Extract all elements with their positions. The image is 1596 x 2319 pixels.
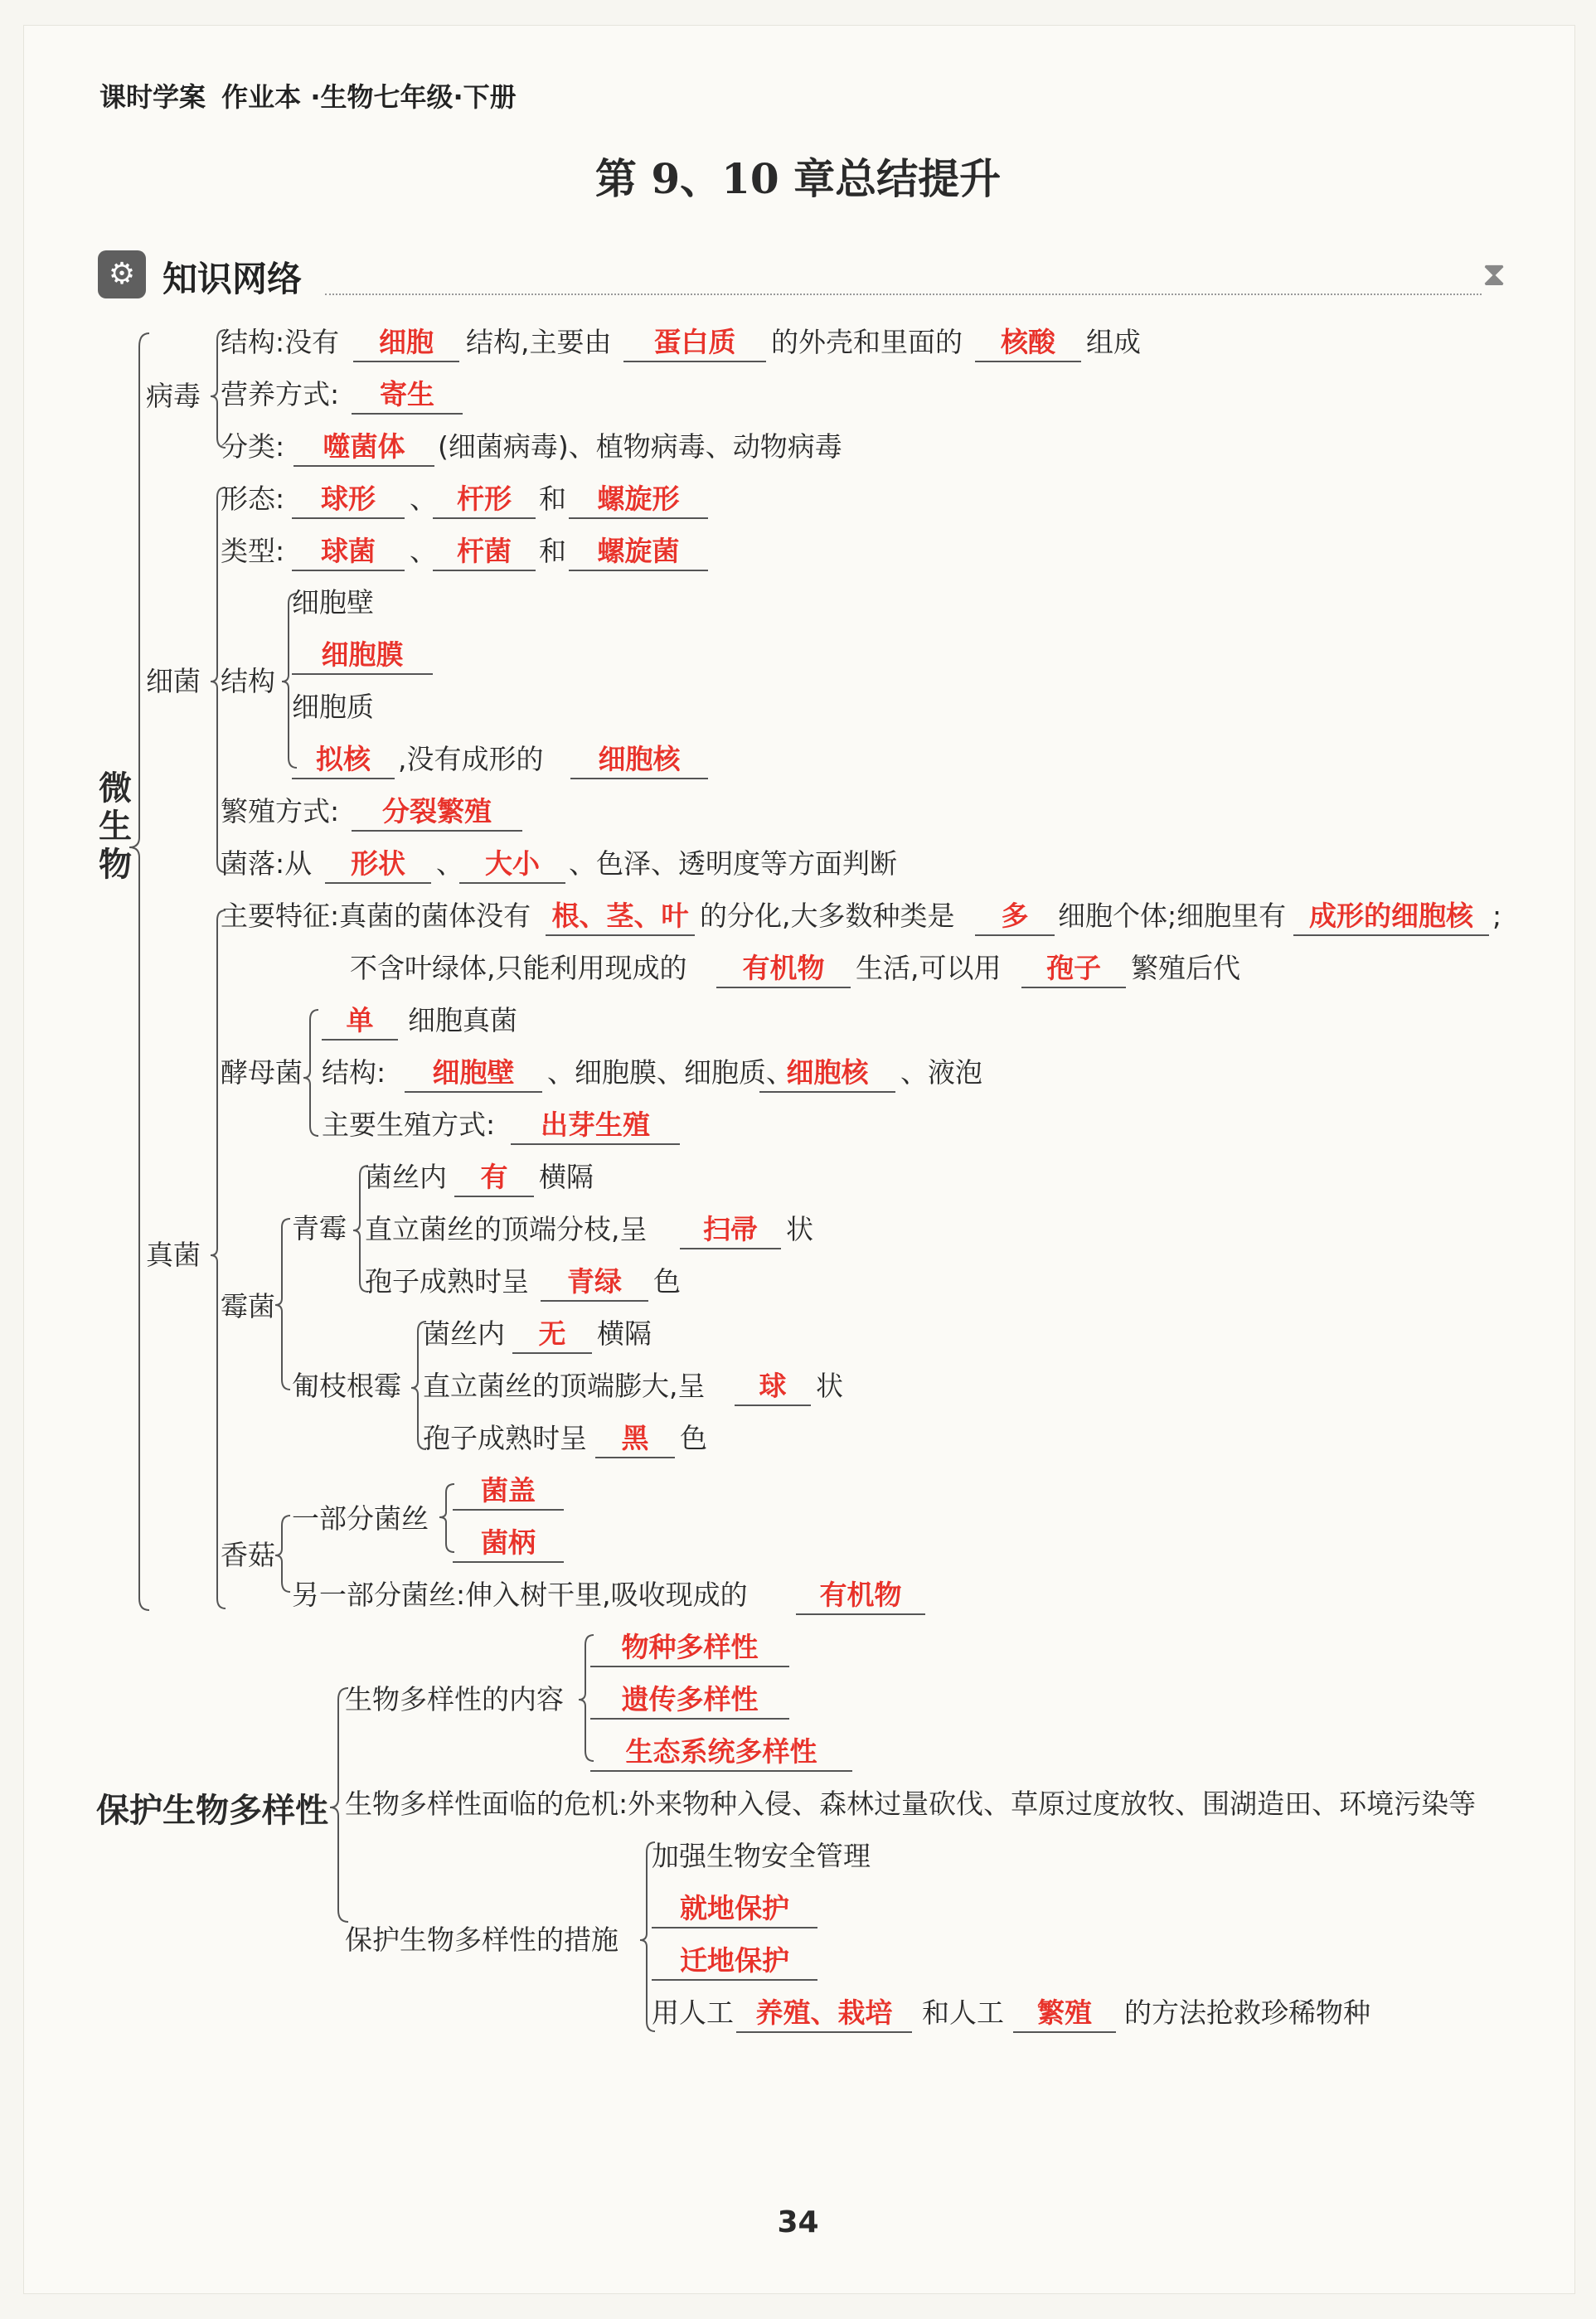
- virus-nutrition-blank: [352, 378, 463, 415]
- virus-structure-row: [221, 326, 339, 359]
- answer: 黑: [621, 1422, 649, 1454]
- microbe-label: 微生物: [99, 769, 132, 884]
- biodiversity-label: 保护生物多样性: [96, 1791, 328, 1830]
- answer: 物种多样性: [621, 1631, 759, 1663]
- page-title: 第 9、10 章总结提升: [594, 154, 1002, 203]
- text: 结构:: [322, 1056, 386, 1089]
- bio-content-blank2: [590, 1683, 789, 1720]
- virus-classify-blank: [293, 430, 434, 467]
- text: 菌丝内: [423, 1317, 505, 1350]
- text: 直立菌丝的顶端分枝,呈: [365, 1213, 648, 1245]
- shape-blank1: [292, 483, 405, 519]
- answer: 遗传多样性: [621, 1683, 759, 1715]
- answer: 细胞: [379, 326, 434, 358]
- yeast-label: 酵母菌: [221, 1056, 303, 1089]
- pen-top-blank: [680, 1213, 781, 1249]
- text: 直立菌丝的顶端膨大,呈: [423, 1370, 706, 1402]
- bracket-micro: [129, 333, 149, 1610]
- fungi-main-blank3: [1293, 900, 1489, 936]
- text: 、: [436, 847, 463, 880]
- bio-content-blank3: [590, 1735, 852, 1772]
- text: 主要特征:真菌的菌体没有: [221, 900, 531, 932]
- fungi-main-blank1: [546, 900, 695, 936]
- answer: 细胞核: [598, 743, 681, 775]
- answer: 多: [1001, 900, 1029, 932]
- answer: 成形的细胞核: [1309, 900, 1473, 932]
- type-blank2: [433, 535, 536, 571]
- text: 、液泡: [900, 1056, 982, 1089]
- nucleus-blank: [570, 743, 708, 779]
- measure3-blank1: [736, 1996, 912, 2033]
- answer: 噬菌体: [323, 430, 405, 463]
- answer: 蛋白质: [653, 326, 736, 358]
- fungi-main2-blank1: [716, 952, 851, 988]
- answer: 青绿: [567, 1265, 622, 1298]
- answer: 寄生: [380, 378, 434, 410]
- stalk-blank: [453, 1526, 564, 1563]
- answer: 菌盖: [481, 1474, 536, 1506]
- answer: 球形: [321, 483, 376, 515]
- answer: 迁地保护: [680, 1944, 789, 1977]
- text: 不含叶绿体,只能利用现成的: [350, 952, 687, 984]
- text: ,没有成形的: [398, 743, 544, 775]
- answer: 生态系统多样性: [625, 1735, 817, 1768]
- repro-blank: [352, 795, 522, 832]
- text: 和人工: [922, 1996, 1004, 2029]
- measure3-blank2: [1013, 1996, 1116, 2033]
- bracket-yeast: [303, 1010, 318, 1136]
- bracket-bacteria-structure: [282, 594, 297, 768]
- text: 营养方式:: [221, 378, 340, 410]
- text: 结构:没有: [221, 326, 340, 358]
- text: 、细胞膜、细胞质、: [547, 1056, 793, 1089]
- answer: 养殖、栽培: [755, 1996, 893, 2029]
- measure-blank2: [652, 1944, 817, 1981]
- text: 横隔: [597, 1317, 652, 1350]
- bio-measures-label: 保护生物多样性的措施: [345, 1924, 619, 1956]
- text: 类型:: [221, 535, 285, 567]
- answer: 球: [759, 1370, 787, 1402]
- shape-blank2: [433, 483, 536, 519]
- answer: 形状: [351, 847, 405, 880]
- virus-structure-blank1: [353, 326, 459, 362]
- cap-blank: [453, 1474, 564, 1511]
- page-number: 34: [777, 2205, 819, 2239]
- yeast-repro-blank: [511, 1109, 680, 1145]
- virus-structure-blank3: [975, 326, 1081, 362]
- bio-content-blank1: [590, 1631, 789, 1667]
- bio-crisis: 生物多样性面临的危机:外来物种入侵、森林过量砍伐、草原过度放牧、围湖造田、环境污染等: [345, 1788, 1477, 1820]
- text: 孢子成熟时呈: [365, 1265, 529, 1298]
- nucleoid-blank: [292, 743, 395, 779]
- text: 分类:: [221, 430, 285, 463]
- mold-label: 霉菌: [221, 1290, 275, 1322]
- text: 、: [410, 483, 437, 515]
- type-blank3: [569, 535, 708, 571]
- text: 状: [816, 1370, 843, 1402]
- text: 菌丝内: [365, 1161, 447, 1193]
- answer: 螺旋形: [597, 483, 680, 515]
- answer: 螺旋菌: [597, 535, 680, 567]
- answer: 核酸: [1001, 326, 1055, 358]
- yeast-single-blank: [322, 1004, 398, 1041]
- text: 繁殖后代: [1131, 952, 1240, 984]
- bio-content-label: 生物多样性的内容: [345, 1683, 564, 1715]
- text: 色: [680, 1422, 707, 1454]
- text: 、色泽、透明度等方面判断: [569, 847, 897, 880]
- text: 形态:: [221, 483, 285, 515]
- bracket-mold: [275, 1219, 290, 1390]
- rhizopus-label: 匍枝根霉: [292, 1370, 401, 1402]
- answer: 拟核: [316, 743, 371, 775]
- answer: 菌柄: [481, 1526, 536, 1559]
- bacteria-label: 细菌: [146, 665, 201, 697]
- rhi-hypha-blank: [512, 1317, 592, 1354]
- mushroom-part-label: 一部分菌丝: [292, 1502, 429, 1535]
- text: 另一部分菌丝:伸入树干里,吸收现成的: [292, 1579, 748, 1611]
- text: 生活,可以用: [856, 952, 1002, 984]
- answer: 细胞膜: [321, 638, 404, 671]
- answer: 单: [346, 1004, 374, 1036]
- answer: 就地保护: [680, 1892, 789, 1924]
- text: 的外壳和里面的: [771, 326, 963, 358]
- fungi-main2-blank2: [1021, 952, 1126, 988]
- text: (细菌病毒)、植物病毒、动物病毒: [438, 430, 842, 463]
- gear-icon: ⚙: [98, 250, 146, 298]
- bio-measure-0: 加强生物安全管理: [652, 1840, 871, 1872]
- bracket-fungi: [211, 910, 226, 1608]
- text: 和: [539, 483, 566, 515]
- pen-hypha-blank: [454, 1161, 534, 1197]
- answer: 细胞壁: [432, 1056, 515, 1089]
- cell-wall: 细胞壁: [292, 586, 374, 619]
- answer: 扫帚: [703, 1213, 758, 1245]
- answer: 杆菌: [457, 535, 512, 567]
- text: 的方法抢救珍稀物种: [1124, 1996, 1370, 2029]
- measure-blank1: [652, 1892, 817, 1928]
- rhi-top-blank: [735, 1370, 811, 1406]
- answer: 杆形: [457, 483, 512, 515]
- answer: 繁殖: [1037, 1996, 1092, 2029]
- type-blank1: [292, 535, 405, 571]
- text: 繁殖方式:: [221, 795, 340, 827]
- subject-name: ·生物七年级·下册: [310, 81, 517, 113]
- text: 色: [653, 1265, 681, 1298]
- rhi-spore-blank: [595, 1422, 675, 1458]
- text: 的分化,大多数种类是: [700, 900, 955, 932]
- section-title: 知识网络: [163, 259, 303, 299]
- text: 结构,主要由: [466, 326, 612, 358]
- text: 状: [786, 1213, 813, 1245]
- answer: 根、茎、叶: [551, 900, 689, 932]
- shape-blank3: [569, 483, 708, 519]
- virus-label: 病毒: [146, 380, 201, 412]
- text: 孢子成熟时呈: [423, 1422, 587, 1454]
- bracket-mushroom: [275, 1516, 290, 1592]
- text: 菌落:从: [221, 847, 313, 880]
- text: 主要生殖方式:: [322, 1109, 496, 1141]
- cytoplasm: 细胞质: [292, 691, 374, 723]
- bacteria-structure-label: 结构: [221, 665, 275, 697]
- penicillium-label: 青霉: [292, 1212, 347, 1244]
- answer: 无: [538, 1317, 566, 1350]
- fungi-main-blank2: [975, 900, 1055, 936]
- answer: 细胞核: [786, 1056, 869, 1089]
- answer: 有机物: [742, 952, 825, 984]
- mushroom-label: 香菇: [221, 1539, 275, 1571]
- answer: 出芽生殖: [541, 1109, 650, 1141]
- text: 细胞真菌: [408, 1004, 517, 1036]
- series-name: 课时学案: [99, 81, 206, 113]
- answer: 孢子: [1046, 952, 1101, 984]
- answer: 有机物: [819, 1579, 902, 1611]
- colony-blank1: [325, 847, 431, 884]
- membrane-blank: [292, 638, 433, 675]
- text: 组成: [1086, 326, 1141, 358]
- answer: 球菌: [321, 535, 376, 567]
- hourglass-icon: ⧗: [1482, 255, 1506, 294]
- mushroom-organic-blank: [796, 1579, 925, 1615]
- text: 细胞个体;细胞里有: [1058, 900, 1287, 932]
- text: 和: [539, 535, 566, 567]
- yeast-structure-blank1: [405, 1056, 542, 1093]
- virus-structure-blank2: [623, 326, 766, 362]
- pen-spore-blank: [541, 1265, 648, 1302]
- answer: 大小: [485, 847, 540, 880]
- answer: 分裂繁殖: [382, 795, 492, 827]
- answer: 有: [480, 1161, 508, 1193]
- text: 横隔: [539, 1161, 594, 1193]
- book-name: 作业本: [221, 81, 302, 113]
- text: ;: [1492, 900, 1502, 932]
- text: 、: [410, 535, 437, 567]
- colony-blank2: [459, 847, 565, 884]
- text: 用人工: [652, 1996, 734, 2029]
- fungi-label: 真菌: [146, 1239, 201, 1271]
- yeast-structure-blank2: [759, 1056, 895, 1093]
